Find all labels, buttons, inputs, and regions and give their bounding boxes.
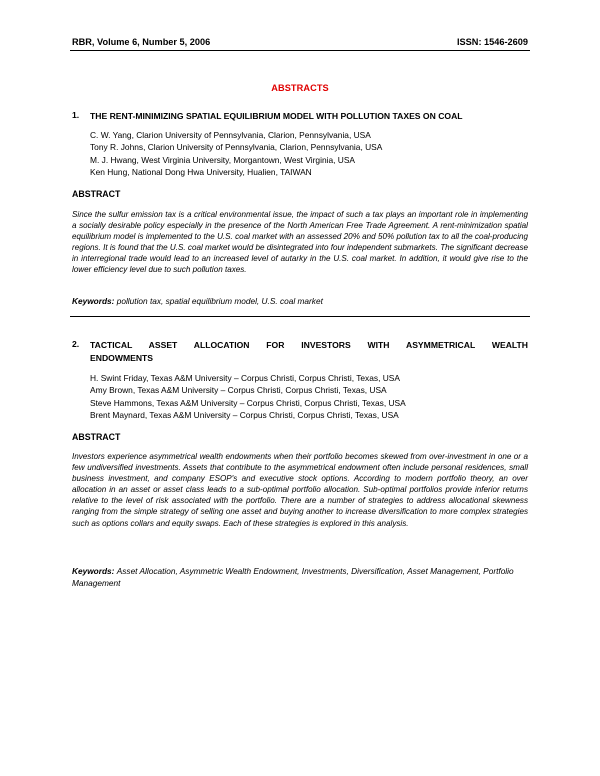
section-divider: [70, 316, 530, 317]
author-line: Steve Hammons, Texas A&M University – Corpus Christi, Corpus Christi, Texas, USA: [90, 397, 406, 408]
author-line: C. W. Yang, Clarion University of Pennsylvania, Clarion, Pennsylvania, USA: [90, 130, 371, 140]
author-line: M. J. Hwang, West Virginia University, Morgantown, West Virginia, USA: [90, 154, 355, 165]
article-1-keywords: [72, 296, 528, 308]
header-rule: [70, 50, 530, 51]
article-1-abstract-heading: ABSTRACT: [72, 189, 121, 199]
article-1-title: THE RENT-MINIMIZING SPATIAL EQUILIBRIUM MODEL WITH POLLUTION TAXES ON COAL: [90, 111, 463, 121]
keywords-value: Asset Allocation, Asymmetric Wealth Endowment, Investments, Diversification, Asset Management, Portfolio Management: [72, 566, 514, 588]
article-2-keywords: [72, 566, 528, 589]
issn: ISSN: 1546-2609: [457, 37, 528, 47]
journal-citation: RBR, Volume 6, Number 5, 2006: [72, 37, 211, 47]
article-1-abstract: Since the sulfur emission tax is a critical environmental issue, the impact of such a tax plays an important role in implementing a socially desirable policy especially in the presence of the North American Free Trade Agreement. A rent-minimization spatial equilibrium model is implemented to the U.S. coal market with an assessed 20% and 50% pollution tax to all the coal-producing regions. It is found that the U.S. coal market would be disintegrated into four independent submarkets. The significant decrease in interregional trade would lead to an increased level of autarky in the U.S. coal market. In addition, it would give rise to the lower efficiency level due to such pollution taxes.: [72, 210, 528, 275]
article-2-abstract-heading: ABSTRACT: [72, 432, 121, 442]
section-title: ABSTRACTS: [271, 83, 329, 93]
article-2-title-line2: ENDOWMENTS: [90, 352, 154, 363]
keywords-value: pollution tax, spatial equilibrium model, U.S. coal market: [116, 296, 323, 306]
article-1-number: 1.: [72, 110, 80, 120]
author-line: Tony R. Johns, Clarion University of Pennsylvania, Clarion, Pennsylvania, USA: [90, 142, 383, 153]
article-2-title: [90, 339, 528, 364]
article-1-authors: [90, 129, 382, 179]
keywords-label: Keywords:: [72, 566, 115, 576]
author-line: Brent Maynard, Texas A&M University – Corpus Christi, Corpus Christi, Texas, USA: [90, 410, 399, 421]
article-2-authors: [90, 372, 406, 422]
article-2-number: 2.: [72, 339, 80, 349]
article-2-title-line1: TACTICAL ASSET ALLOCATION FOR INVESTORS WITH ASYMMETRICAL WEALTH: [90, 340, 528, 350]
keywords-label: Keywords:: [72, 296, 115, 306]
author-line: Ken Hung, National Dong Hwa University, Hualien, TAIWAN: [90, 167, 312, 178]
article-2-abstract: Investors experience asymmetrical wealth endowments when their portfolio becomes skewed from over-investment in one or a few undiversified investments. Assets that contribute to the asymmetrical endowment often include personal residences, small business investment, and company ESOP's and executive stock options. According to modern portfolio theory, an over allocation in an asset or asset class leads to a sub-optimal portfolio allocation. Sub-optimal portfolios provide inferior returns relative to the level of risk associated with the portfolio. There are a number of strategies to address allocational skewness ranging from the simple strategy of selling one asset and buying another to increase diversification to more complex strategies such as options collars and equity swaps. Each of these strategies is explored in this analysis.: [72, 452, 528, 528]
author-line: H. Swint Friday, Texas A&M University – Corpus Christi, Corpus Christi, Texas, USA: [90, 373, 400, 383]
running-header: [72, 37, 528, 49]
author-line: Amy Brown, Texas A&M University – Corpus Christi, Corpus Christi, Texas, USA: [90, 385, 387, 396]
